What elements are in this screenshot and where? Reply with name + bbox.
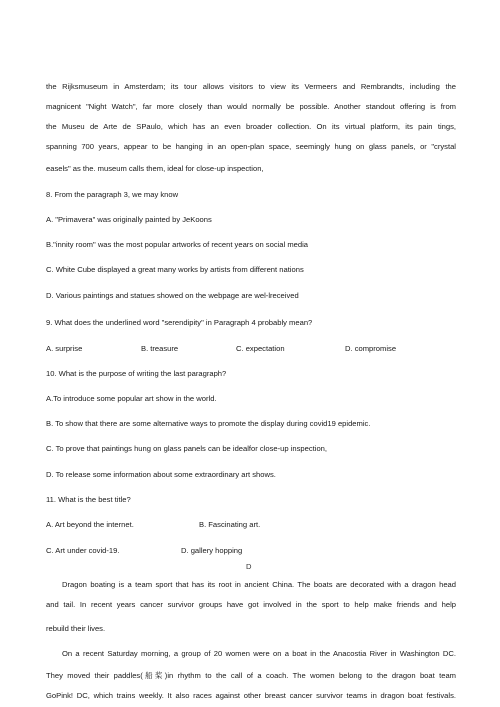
question-11-option-a: A. Art beyond the internet. [46, 520, 134, 529]
passage-d-line: GoPink! DC, which trains weekly. It also races against other breast cancer survivor teams in dragon boat festivals. [46, 691, 456, 700]
question-8-stem: 8. From the paragraph 3, we may know [46, 190, 179, 199]
section-marker: D [246, 562, 252, 571]
question-8-option-c: C. White Cube displayed a great many works by artists from different nations [46, 265, 304, 274]
question-9-option-c: C. expectation [236, 344, 285, 353]
question-9-stem: 9. What does the underlined word "serendipity" in Paragraph 4 probably mean? [46, 318, 313, 327]
question-11-option-c: C. Art under covid-19. [46, 546, 120, 555]
passage-d-line: Dragon boating is a team sport that has its root in ancient China. The boats are decorated with a dragon head [62, 580, 456, 589]
question-8-option-b: B."innity room" was the most popular artworks of recent years on social media [46, 240, 309, 249]
question-9-option-b: B. treasure [141, 344, 179, 353]
passage-line: the Museu de Arte de SPaulo, which has an even broader collection. On its virtual platform, its pain tings, [46, 122, 456, 131]
question-10-option-d: D. To release some information about some extraordinary art shows. [46, 470, 276, 479]
question-8-option-a: A. "Primavera" was originally painted by JeKoons [46, 215, 212, 224]
passage-line: spanning 700 years, appear to be hanging in an open-plan space, seemingly hung on glass panels, or "crystal [46, 142, 456, 151]
question-10-option-a: A.To introduce some popular art show in the world. [46, 394, 217, 403]
passage-d-line: On a recent Saturday morning, a group of 20 women were on a boat in the Anacostia River in Washington DC. [62, 649, 456, 658]
passage-line: magnicent "Night Watch", far more closely than would normally be possible. Another standout offering is from [46, 102, 456, 111]
question-11-option-b: B. Fascinating art. [199, 520, 261, 529]
question-11-stem: 11. What is the best title? [46, 495, 131, 504]
question-10-option-b: B. To show that there are some alternative ways to promote the display during covid19 epidemic. [46, 419, 371, 428]
question-8-option-d: D. Various paintings and statues showed on the webpage are wel-lreceived [46, 291, 299, 300]
question-10-stem: 10. What is the purpose of writing the last paragraph? [46, 369, 227, 378]
question-10-option-c: C. To prove that paintings hung on glass panels can be idealfor close-up inspection, [46, 444, 328, 453]
passage-line: the Rijksmuseum in Amsterdam; its tour allows visitors to view its Vermeers and Rembrandts, including the [46, 82, 456, 91]
passage-line: easels" as the. museum calls them, ideal for close-up inspection, [46, 164, 264, 173]
passage-d-line: and tail. In recent years cancer survivor groups have got involved in the sport to help make friends and help [46, 600, 456, 609]
question-11-option-d: D. gallery hopping [181, 546, 243, 555]
passage-d-line: rebuild their lives. [46, 624, 106, 633]
passage-d-line: They moved their paddles(船桨)in rhythm to the call of a coach. The women belong to the dragon boat team [46, 671, 456, 680]
question-9-option-d: D. compromise [345, 344, 397, 353]
question-9-option-a: A. surprise [46, 344, 83, 353]
